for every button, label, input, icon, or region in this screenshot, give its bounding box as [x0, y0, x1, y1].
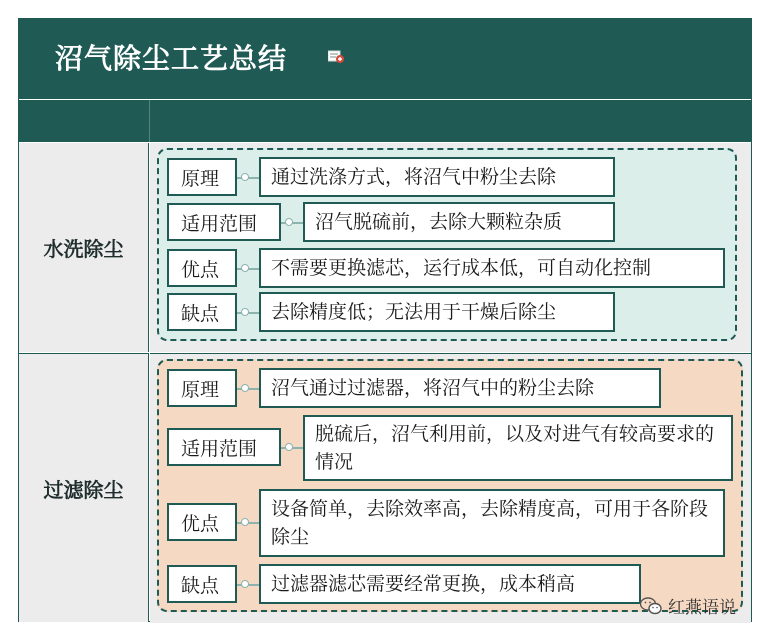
sub-header-bar [19, 100, 751, 142]
topic-tag[interactable]: 适用范围 [167, 428, 281, 466]
connector-knob [285, 218, 293, 226]
connector-knob [285, 443, 293, 451]
topic-tag[interactable]: 优点 [167, 249, 237, 287]
topic-tag[interactable]: 优点 [167, 503, 237, 541]
wechat-icon [640, 597, 662, 615]
watermark-text: 红燕语说 [668, 598, 736, 618]
header-bar [19, 19, 751, 99]
topic-description[interactable]: 过滤器滤芯需要经常更换，成本稍高 [259, 564, 641, 604]
topic-description[interactable]: 去除精度低；无法用于干燥后除尘 [259, 292, 615, 332]
mindmap-table [18, 18, 752, 622]
topic-description[interactable]: 设备简单，去除效率高，去除精度高，可用于各阶段除尘 [259, 489, 725, 557]
note-icon[interactable] [328, 49, 344, 63]
topic-description[interactable]: 不需要更换滤芯，运行成本低，可自动化控制 [259, 248, 725, 288]
connector-knob [241, 264, 249, 272]
topic-description[interactable]: 沼气脱硫前，去除大颗粒杂质 [303, 202, 615, 242]
topic-description[interactable]: 通过洗涤方式，将沼气中粉尘去除 [259, 157, 615, 197]
row-label-filtration: 过滤除尘 [19, 353, 149, 622]
connector-knob [241, 384, 249, 392]
watermark [640, 593, 736, 618]
page-title: 沼气除尘工艺总结 [55, 42, 288, 75]
column-divider [149, 100, 150, 142]
topic-tag[interactable]: 原理 [167, 158, 237, 196]
topic-tag[interactable]: 缺点 [167, 565, 237, 603]
connector-knob [241, 308, 249, 316]
topic-tag[interactable]: 适用范围 [167, 203, 281, 241]
topic-tag[interactable]: 缺点 [167, 293, 237, 331]
row-label-water-washing: 水洗除尘 [19, 143, 149, 352]
connector-knob [241, 580, 249, 588]
topic-description[interactable]: 脱硫后，沼气利用前，以及对进气有较高要求的情况 [303, 415, 733, 481]
connector-knob [241, 518, 249, 526]
connector-knob [241, 173, 249, 181]
topic-description[interactable]: 沼气通过过滤器，将沼气中的粉尘去除 [259, 368, 661, 408]
topic-tag[interactable]: 原理 [167, 369, 237, 407]
